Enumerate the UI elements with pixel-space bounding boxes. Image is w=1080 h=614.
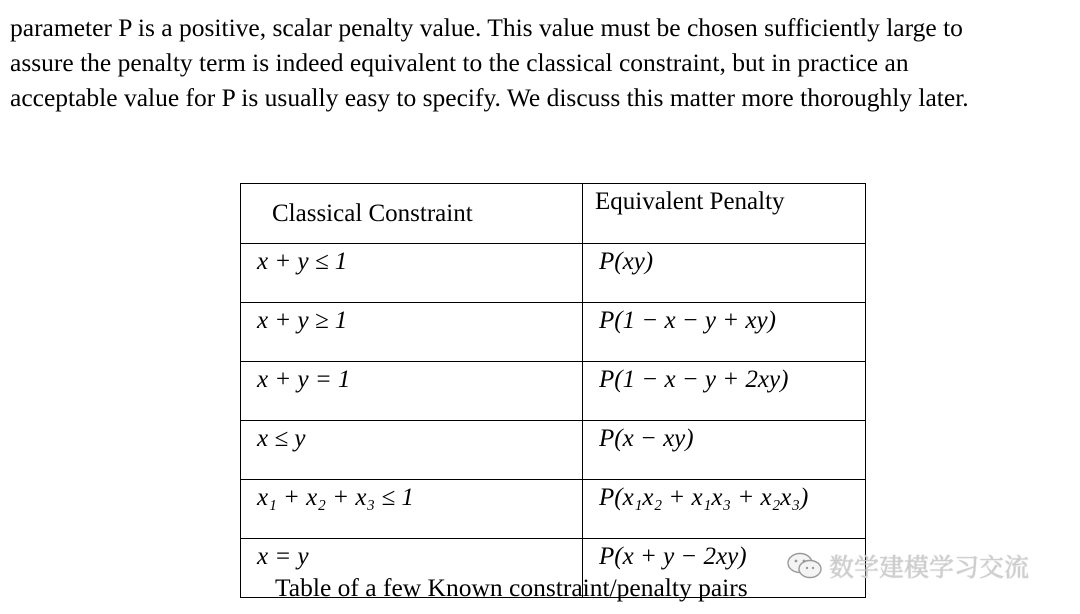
table-row (241, 421, 866, 480)
paragraph-line: assure the penalty term is indeed equivalent to the classical constraint, but in practice an (10, 48, 909, 77)
constraint-cell: x + y ≥ 1 (241, 303, 583, 362)
penalty-cell: P(1 − x − y + 2xy) (583, 362, 866, 421)
watermark-text: 数学建模学习交流 (829, 553, 1030, 582)
constraint-cell: x + y = 1 (241, 362, 583, 421)
constraint-cell: x₁ + x₂ + x₃ ≤ 1 (241, 480, 583, 539)
penalty-cell: P(1 − x − y + xy) (583, 303, 866, 362)
body-paragraph (10, 10, 1075, 115)
paragraph-line: acceptable value for P is usually easy to specify. We discuss this matter more thoroughly later. (10, 83, 969, 112)
constraint-cell: x = y (241, 539, 583, 598)
constraint-cell: x ≤ y (241, 421, 583, 480)
penalty-cell: P(xy) (583, 244, 866, 303)
table-row (241, 303, 866, 362)
penalty-cell: P(x − xy) (583, 421, 866, 480)
table-row (241, 362, 866, 421)
penalty-cell: P(x + y − 2xy) (583, 539, 866, 598)
penalty-cell: P(x₁x₂ + x₁x₃ + x₂x₃) (583, 480, 866, 539)
table-caption: Table of a few Known constraint/penalty pairs (275, 573, 748, 602)
paragraph-line: parameter P is a positive, scalar penalty value. This value must be chosen sufficiently large to (10, 13, 963, 42)
table-header-row (241, 184, 866, 244)
header-equivalent-penalty: Equivalent Penalty (583, 184, 866, 244)
table-row (241, 244, 866, 303)
wechat-icon (785, 551, 825, 581)
constraint-penalty-table (240, 183, 866, 598)
watermark (785, 548, 1029, 584)
constraint-cell: x + y ≤ 1 (241, 244, 583, 303)
table-row (241, 480, 866, 539)
header-classical-constraint: Classical Constraint (241, 184, 583, 244)
